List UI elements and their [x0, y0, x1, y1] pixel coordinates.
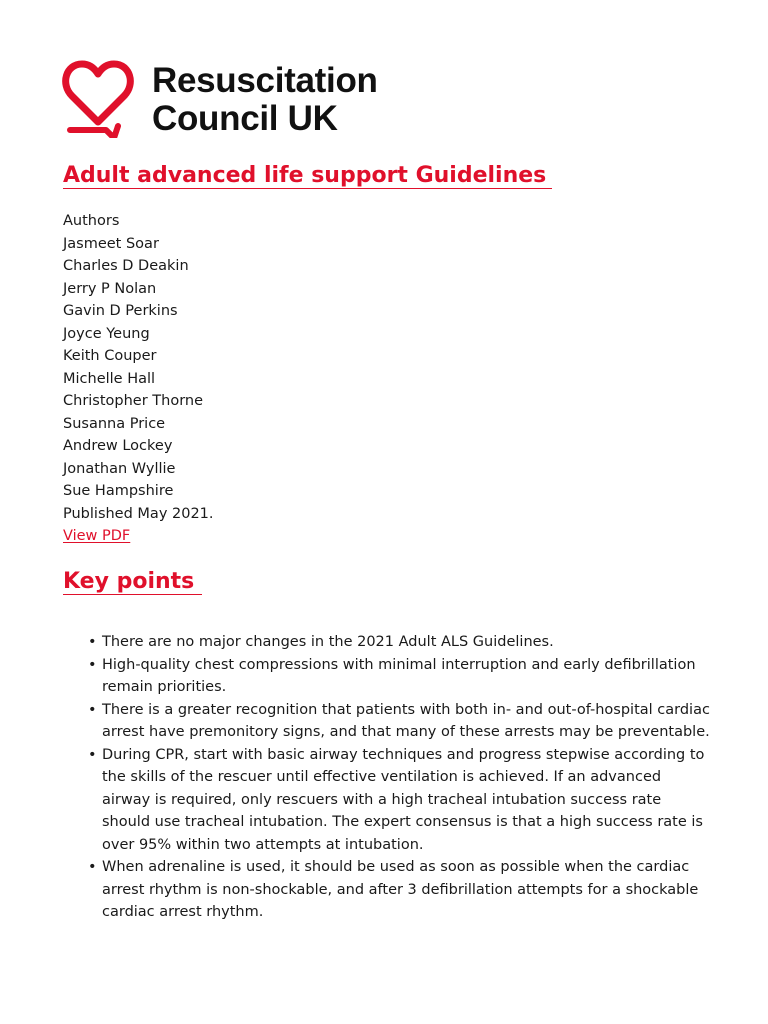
list-item — [84, 744, 710, 857]
author-name: Andrew Lockey — [63, 438, 173, 454]
bullet-icon: • — [88, 701, 97, 718]
author-name: Christopher Thorne — [63, 393, 204, 409]
logo-line-2: Council UK — [152, 99, 338, 138]
organization-logo — [62, 58, 378, 138]
page-title-text: Adult advanced life support Guidelines — [63, 163, 552, 189]
bullet-icon: • — [88, 634, 97, 650]
list-item-text: There is a greater recognition that patients with both in- and out-of-hospital cardiac arrest have premonitory signs, and that many of these arrests may be preventable. — [102, 701, 710, 740]
page-title — [63, 161, 552, 191]
author-name: Gavin D Perkins — [63, 303, 178, 319]
view-pdf-link[interactable]: View PDF — [63, 528, 131, 544]
author-name: Charles D Deakin — [63, 258, 189, 274]
key-points-list — [84, 631, 710, 924]
key-points-heading-text: Key points — [63, 569, 202, 595]
author-name: Joyce Yeung — [63, 325, 150, 342]
author-name: Michelle Hall — [63, 370, 156, 387]
published-date: Published May 2021. — [63, 505, 214, 522]
list-item-text: There are no major changes in the 2021 Adult ALS Guidelines. — [102, 634, 554, 650]
author-name: Keith Couper — [63, 348, 157, 364]
bullet-icon: • — [88, 656, 97, 673]
logo-wordmark — [152, 62, 378, 138]
view-pdf-item — [63, 525, 214, 548]
list-item-text: During CPR, start with basic airway techniques and progress stepwise according to the skills of the rescuer until effective ventilation is achieved. If an advanced airway is required, only rescuers with a high tracheal intubation success rate should use tracheal intubation. The expert consensus is that a high success rate is over 95% within two attempts at intubation. — [102, 746, 705, 853]
list-item — [84, 654, 710, 699]
logo-line-1: Resuscitation — [152, 61, 378, 100]
list-item-text: High-quality chest compressions with minimal interruption and early defibrillation remain priorities. — [102, 656, 696, 695]
authors-list — [63, 210, 214, 548]
author-name: Susanna Price — [63, 415, 166, 432]
bullet-icon: • — [88, 746, 97, 763]
list-item — [84, 699, 710, 744]
heart-speech-icon — [62, 58, 134, 138]
list-item — [84, 856, 710, 924]
author-name: Jerry P Nolan — [63, 280, 157, 297]
key-points-heading — [63, 567, 202, 597]
list-item — [84, 631, 710, 654]
author-name: Jonathan Wyllie — [63, 460, 176, 477]
list-item-text: When adrenaline is used, it should be used as soon as possible when the cardiac arrest rhythm is non-shockable, and after 3 defibrillation attempts for a shockable cardiac arrest rhythm. — [102, 859, 699, 920]
author-name: Sue Hampshire — [63, 483, 174, 499]
bullet-icon: • — [88, 859, 97, 875]
author-name: Jasmeet Soar — [63, 235, 159, 252]
authors-label: Authors — [63, 213, 120, 229]
